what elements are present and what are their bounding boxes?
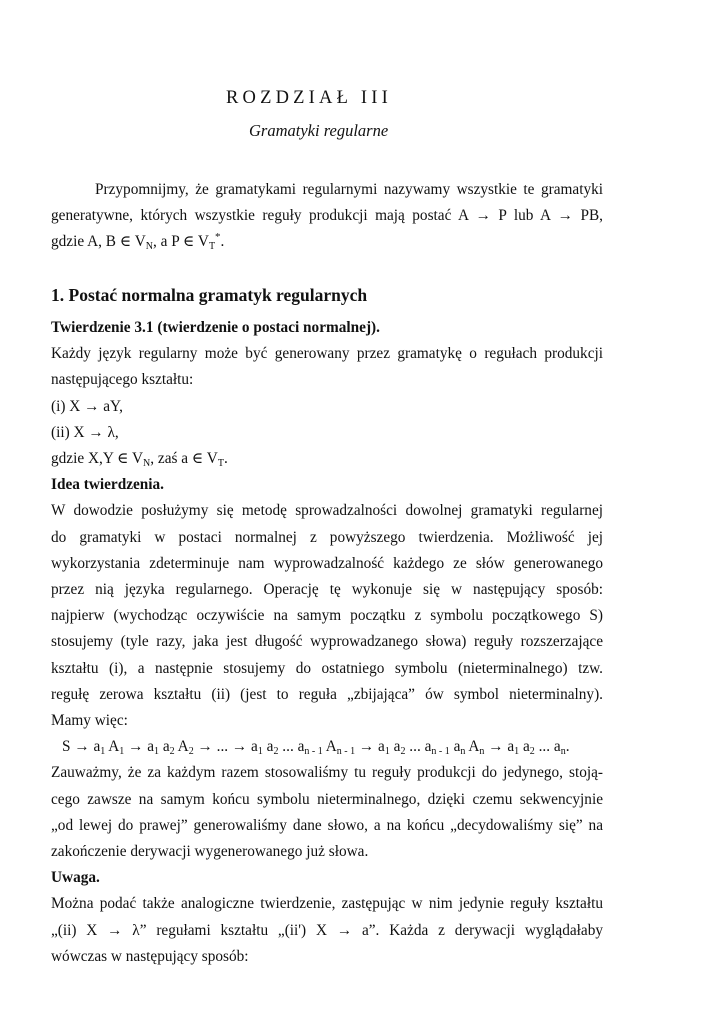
theorem-rule: (ii) X → λ, [51, 423, 119, 441]
remark-line: cego zawsze na samym końcu symbolu nieterminalnego, dzięki czemu sekwencyjnie [51, 790, 603, 808]
intro-line: generatywne, których wszystkie reguły produkcji mają postać A → P lub A → PB, [51, 207, 603, 224]
idea-line: najpierw (wychodząc oczywiście na samym początku z symbolu początkowego S) [51, 607, 603, 625]
idea-line: stosujemy (tyle razy, jaka jest długość wyprowadzanego słowa) reguły rozszerzające [51, 633, 603, 651]
remark-line: Zauważmy, że za każdym razem stosowaliśmy tu reguły produkcji do jedynego, stoją- [51, 764, 603, 782]
idea-line: W dowodzie posłużymy się metodę sprowadzalności dowolnej gramatyki regularnej [51, 502, 603, 520]
intro-paragraph [51, 177, 603, 255]
derivation-formula: $S \to a_1$ $A_1 \to a_1$ $a_2$ $A_2$ → ... → $a_1$ $a_2$ ... $a_{n - 1}$ $A_{n - 1} \to a_1$ $a_2$ ... $a_{n - 1}$ $a_n$ $A_n \to a_1$ $a_2$ ... $a_n$. [62, 738, 570, 758]
remark-line: zakończenie derywacji wygenerowanego już słowa. [51, 843, 369, 861]
idea-line: kształtu (i), a następnie stosujemy do ostatniego symbolu (nieterminalnego) tzw. [51, 659, 603, 677]
idea-line: Mamy więc: [51, 712, 128, 730]
theorem-line: Każdy język regularny może być generowany przez gramatykę o regułach produkcji [51, 345, 603, 363]
intro-line: Przypomnijmy, że gramatykami regularnymi nazywamy wszystkie te gramatyki [95, 181, 603, 198]
idea-line: do gramatyki w postaci normalnej z powyższego twierdzenia. Możliwość jej [51, 528, 603, 546]
idea-line: regułę zerowa kształtu (ii) (jest to reguła „zbijająca” ów symbol nieterminalny). [51, 685, 603, 703]
chapter-title: ROZDZIAŁ III [226, 88, 392, 108]
theorem-condition: gdzie X,Y ∈ $V_N$, zaś a ∈ $V_T$. [51, 450, 228, 470]
idea-line: przez nią języka regularnego. Operację tę wykonuje się w następujący sposób: [51, 581, 603, 599]
theorem-title: Twierdzenie 3.1 (twierdzenie o postaci normalnej). [51, 319, 380, 336]
note-line: Można podać także analogiczne twierdzenie, zastępując w nim jedynie reguły kształtu [51, 895, 603, 913]
section-heading: 1. Postać normalna gramatyk regularnych [51, 285, 368, 305]
remark-line: „od lewej do prawej” generowaliśmy dane słowo, a na końcu „decydowaliśmy się” na [51, 816, 603, 834]
chapter-subtitle: Gramatyki regularne [249, 121, 389, 140]
section-body [51, 315, 603, 970]
idea-title: Idea twierdzenia. [51, 476, 165, 494]
theorem-rule: (i) X → aY, [51, 397, 123, 415]
note-line: wówczas w następujący sposób: [51, 947, 249, 965]
intro-line: gdzie A, B ∈ $V_N$, a P ∈ $V_T^*$. [51, 231, 225, 252]
idea-line: wykorzystania zdeterminuje nam wyprowadzalność każdego ze słów generowanego [51, 554, 603, 572]
note-title: Uwaga. [51, 869, 100, 887]
note-line: „(ii) X → λ” regułami kształtu „(ii') X → a”. Każda z derywacji wyglądałaby [51, 921, 603, 939]
theorem-line: następującego kształtu: [51, 371, 194, 389]
